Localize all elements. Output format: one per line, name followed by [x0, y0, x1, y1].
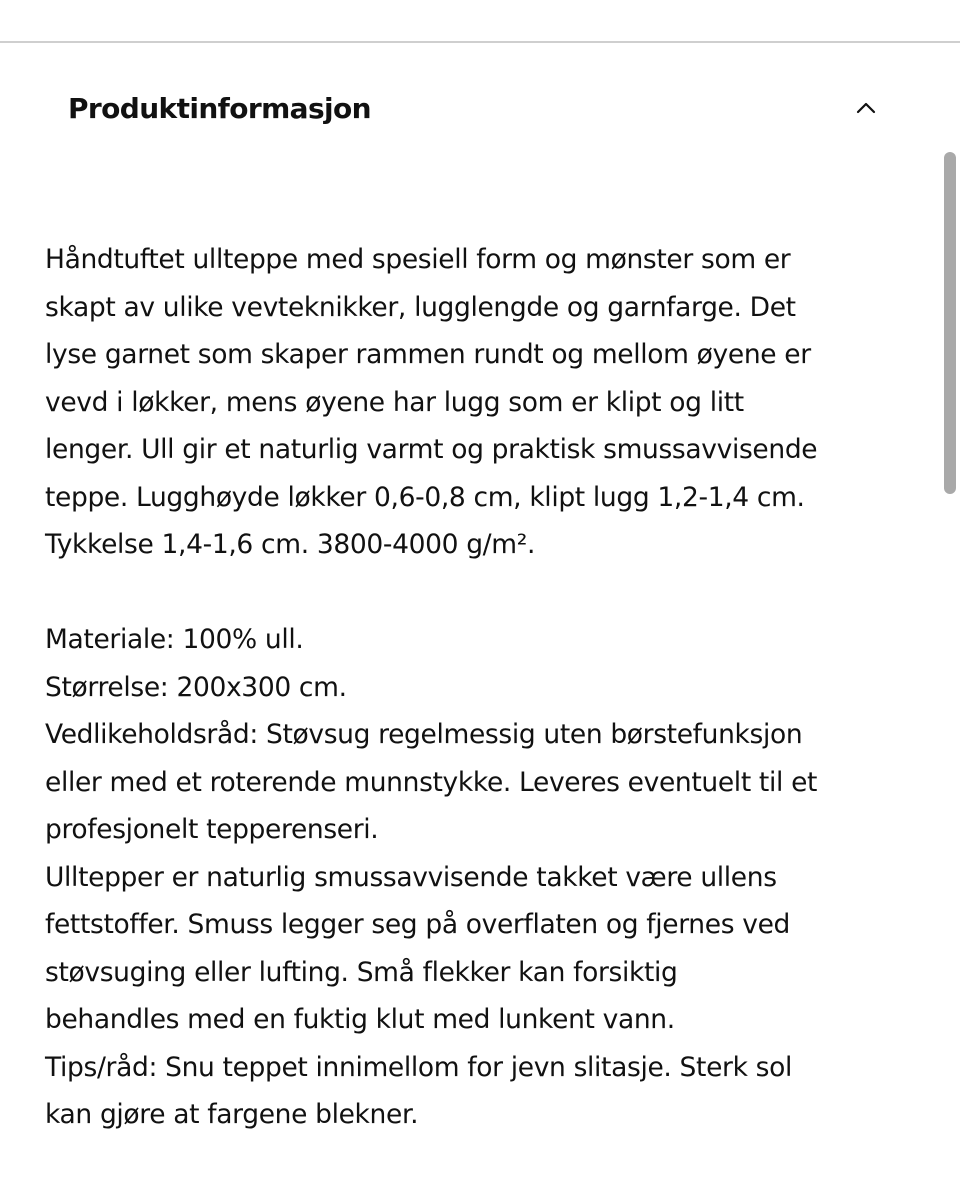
description-line: teppe. Lugghøyde løkker 0,6-0,8 cm, klipt lugg 1,2-1,4 cm. — [45, 481, 805, 513]
description-line: lyse garnet som skaper rammen rundt og mellom øyene er — [45, 339, 811, 370]
description-line: skapt av ulike vevteknikker, lugglengde og garnfarge. Det — [45, 291, 796, 323]
size-line: Størrelse: 200x300 cm. — [45, 671, 347, 703]
care-line: Vedlikeholdsråd: Støvsug regelmessig uten børstefunksjon — [45, 719, 803, 750]
description-line: vevd i løkker, mens øyene har lugg som er klipt og litt — [45, 386, 744, 418]
accordion-header-produktinformasjon[interactable] — [0, 78, 960, 148]
product-details — [45, 616, 925, 1139]
description-line: Håndtuftet ullteppe med spesiell form og mønster som er — [45, 244, 791, 275]
tips-line: kan gjøre at fargene blekner. — [45, 1099, 419, 1130]
wool-info-line: støvsuging eller lufting. Små flekker kan forsiktig — [45, 956, 678, 988]
chevron-up-icon[interactable] — [855, 100, 877, 116]
material-line: Materiale: 100% ull. — [45, 624, 304, 655]
wool-info-line: Ulltepper er naturlig smussavvisende takket være ullens — [45, 861, 777, 893]
top-divider — [0, 41, 960, 43]
product-description — [45, 236, 925, 569]
wool-info-line: fettstoffer. Smuss legger seg på overflaten og fjernes ved — [45, 909, 790, 940]
wool-info-line: behandles med en fuktig klut med lunkent vann. — [45, 1004, 675, 1035]
tips-line: Tips/råd: Snu teppet innimellom for jevn slitasje. Sterk sol — [45, 1051, 792, 1083]
care-line: eller med et roterende munnstykke. Leveres eventuelt til et — [45, 766, 818, 798]
accordion-content — [45, 236, 925, 1186]
scrollbar-thumb[interactable] — [944, 152, 956, 494]
description-line: lenger. Ull gir et naturlig varmt og praktisk smussavvisende — [45, 434, 818, 465]
care-line: profesjonelt tepperenseri. — [45, 814, 379, 845]
accordion-title: Produktinformasjon — [68, 92, 372, 125]
description-line: Tykkelse 1,4-1,6 cm. 3800-4000 g/m². — [45, 529, 536, 560]
